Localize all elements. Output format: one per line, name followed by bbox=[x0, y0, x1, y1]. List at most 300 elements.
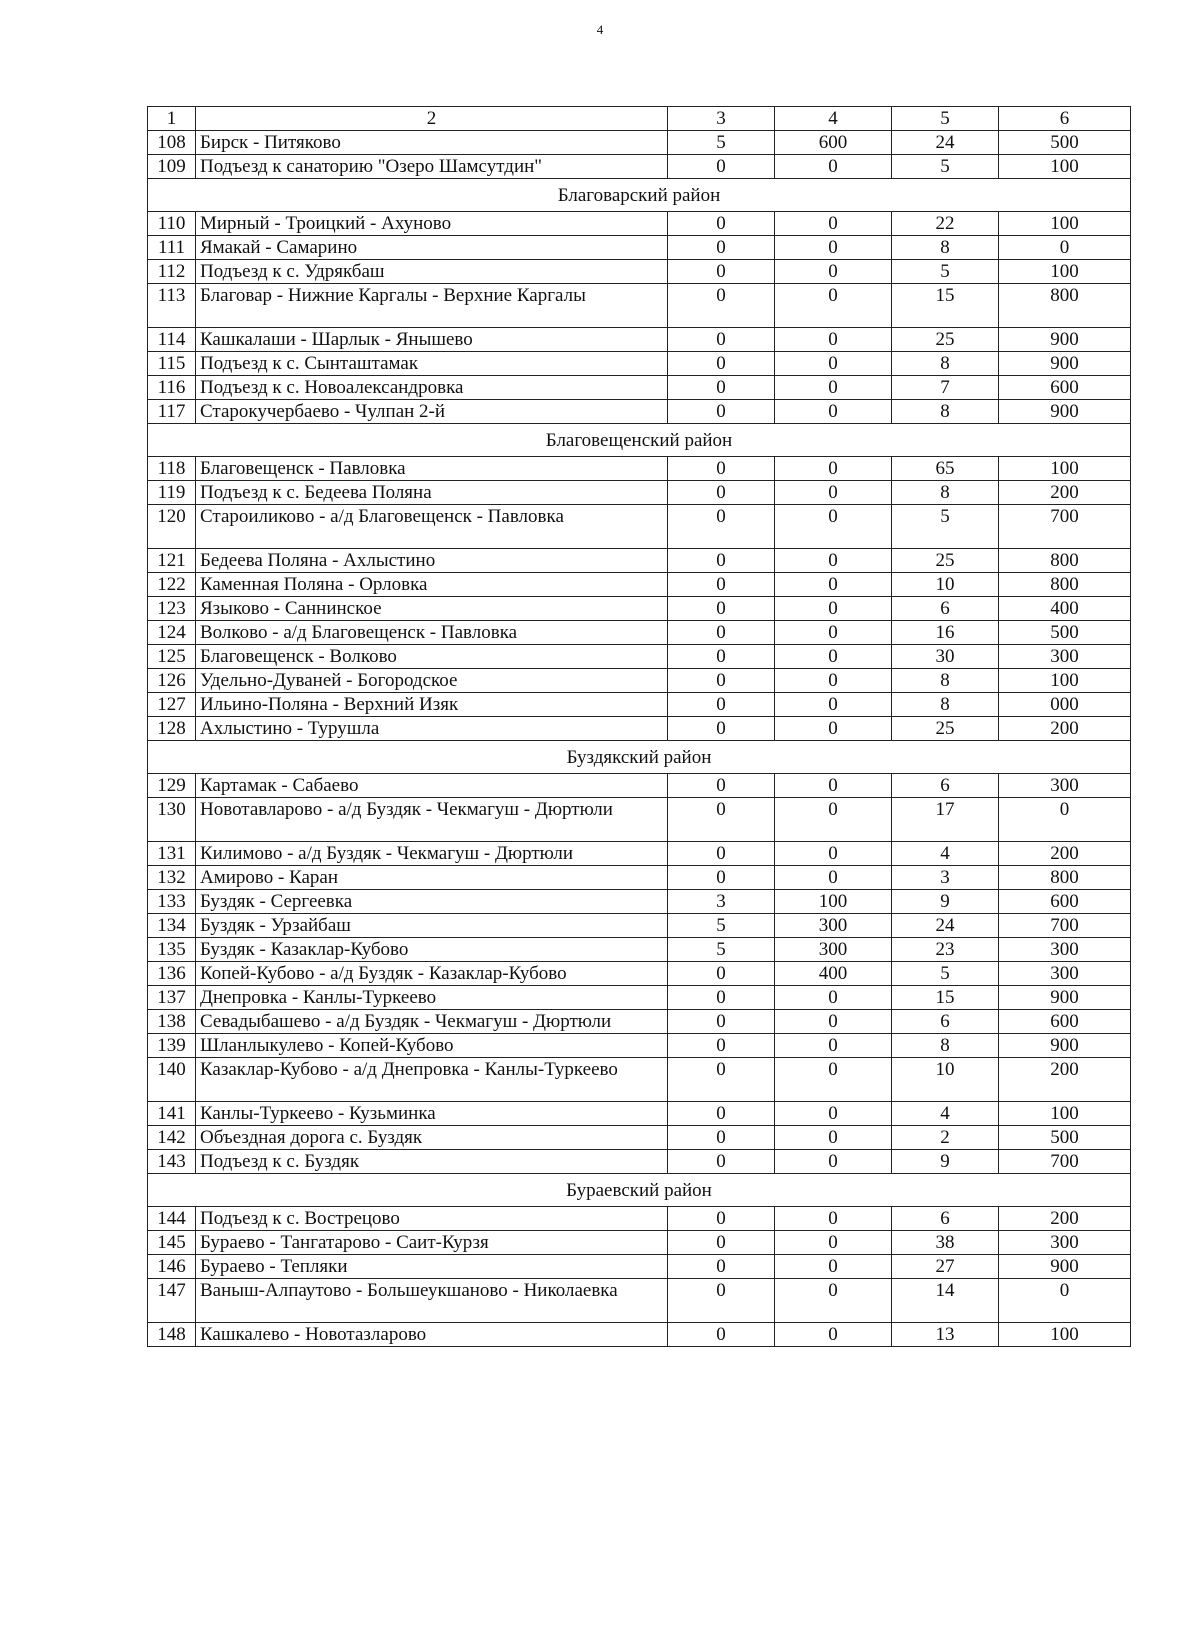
value-cell: 0 bbox=[668, 842, 775, 866]
header-cell: 2 bbox=[196, 107, 668, 131]
table-row bbox=[148, 1034, 1131, 1058]
row-number: 136 bbox=[148, 962, 196, 986]
value-cell: 0 bbox=[668, 621, 775, 645]
value-cell: 4 bbox=[892, 1102, 999, 1126]
value-cell: 800 bbox=[999, 866, 1131, 890]
value-cell: 300 bbox=[999, 962, 1131, 986]
value-cell: 0 bbox=[668, 1102, 775, 1126]
value-cell: 900 bbox=[999, 400, 1131, 424]
road-name: Ямакай - Самарино bbox=[196, 236, 668, 260]
road-name: Картамак - Сабаево bbox=[196, 774, 668, 798]
row-number: 118 bbox=[148, 457, 196, 481]
value-cell: 100 bbox=[999, 669, 1131, 693]
value-cell: 300 bbox=[999, 645, 1131, 669]
value-cell: 30 bbox=[892, 645, 999, 669]
table-row bbox=[148, 962, 1131, 986]
value-cell: 700 bbox=[999, 914, 1131, 938]
value-cell: 200 bbox=[999, 842, 1131, 866]
value-cell: 5 bbox=[668, 914, 775, 938]
row-number: 116 bbox=[148, 376, 196, 400]
value-cell: 5 bbox=[668, 131, 775, 155]
value-cell: 0 bbox=[775, 1279, 892, 1323]
row-number: 135 bbox=[148, 938, 196, 962]
value-cell: 0 bbox=[775, 352, 892, 376]
row-number: 128 bbox=[148, 717, 196, 741]
road-name: Бураево - Тепляки bbox=[196, 1255, 668, 1279]
row-number: 121 bbox=[148, 549, 196, 573]
row-number: 120 bbox=[148, 505, 196, 549]
table-row bbox=[148, 236, 1131, 260]
value-cell: 6 bbox=[892, 1010, 999, 1034]
value-cell: 8 bbox=[892, 400, 999, 424]
row-number: 113 bbox=[148, 284, 196, 328]
table-row bbox=[148, 1010, 1131, 1034]
road-name: Кашкалаши - Шарлык - Янышево bbox=[196, 328, 668, 352]
road-name: Бедеева Поляна - Ахлыстино bbox=[196, 549, 668, 573]
value-cell: 0 bbox=[775, 400, 892, 424]
value-cell: 0 bbox=[668, 1207, 775, 1231]
value-cell: 8 bbox=[892, 481, 999, 505]
value-cell: 5 bbox=[892, 505, 999, 549]
row-number: 146 bbox=[148, 1255, 196, 1279]
value-cell: 600 bbox=[775, 131, 892, 155]
road-name: Буздяк - Сергеевка bbox=[196, 890, 668, 914]
row-number: 114 bbox=[148, 328, 196, 352]
value-cell: 10 bbox=[892, 1058, 999, 1102]
value-cell: 0 bbox=[775, 774, 892, 798]
road-name: Севадыбашево - а/д Буздяк - Чекмагуш - Дюртюли bbox=[196, 1010, 668, 1034]
table-row bbox=[148, 131, 1131, 155]
table-row bbox=[148, 798, 1131, 842]
road-name: Кашкалево - Новотазларово bbox=[196, 1323, 668, 1347]
value-cell: 700 bbox=[999, 1150, 1131, 1174]
value-cell: 900 bbox=[999, 352, 1131, 376]
road-name: Ваныш-Алпаутово - Большеукшаново - Николаевка bbox=[196, 1279, 668, 1323]
value-cell: 2 bbox=[892, 1126, 999, 1150]
row-number: 134 bbox=[148, 914, 196, 938]
value-cell: 8 bbox=[892, 669, 999, 693]
value-cell: 200 bbox=[999, 1058, 1131, 1102]
value-cell: 0 bbox=[775, 1034, 892, 1058]
value-cell: 14 bbox=[892, 1279, 999, 1323]
road-name: Каменная Поляна - Орловка bbox=[196, 573, 668, 597]
district-name: Бураевский район bbox=[148, 1174, 1131, 1207]
value-cell: 65 bbox=[892, 457, 999, 481]
value-cell: 0 bbox=[668, 505, 775, 549]
page-number: 4 bbox=[596, 22, 604, 37]
table-row bbox=[148, 938, 1131, 962]
value-cell: 15 bbox=[892, 986, 999, 1010]
value-cell: 0 bbox=[668, 400, 775, 424]
value-cell: 900 bbox=[999, 328, 1131, 352]
table-row bbox=[148, 1126, 1131, 1150]
value-cell: 0 bbox=[668, 962, 775, 986]
road-name: Подъезд к с. Сынташтамак bbox=[196, 352, 668, 376]
value-cell: 3 bbox=[892, 866, 999, 890]
table-row bbox=[148, 1102, 1131, 1126]
table-row bbox=[148, 260, 1131, 284]
table-row bbox=[148, 212, 1131, 236]
value-cell: 0 bbox=[668, 1323, 775, 1347]
value-cell: 3 bbox=[668, 890, 775, 914]
value-cell: 8 bbox=[892, 693, 999, 717]
table-row bbox=[148, 986, 1131, 1010]
road-name: Ильино-Поляна - Верхний Изяк bbox=[196, 693, 668, 717]
value-cell: 0 bbox=[775, 1058, 892, 1102]
row-number: 122 bbox=[148, 573, 196, 597]
value-cell: 0 bbox=[668, 481, 775, 505]
value-cell: 6 bbox=[892, 1207, 999, 1231]
header-cell: 3 bbox=[668, 107, 775, 131]
value-cell: 24 bbox=[892, 914, 999, 938]
value-cell: 0 bbox=[775, 1102, 892, 1126]
road-name: Буздяк - Казаклар-Кубово bbox=[196, 938, 668, 962]
value-cell: 0 bbox=[775, 155, 892, 179]
road-name: Объездная дорога с. Буздяк bbox=[196, 1126, 668, 1150]
table-row bbox=[148, 328, 1131, 352]
value-cell: 0 bbox=[668, 1255, 775, 1279]
table-row bbox=[148, 717, 1131, 741]
road-name: Копей-Кубово - а/д Буздяк - Казаклар-Кубово bbox=[196, 962, 668, 986]
value-cell: 27 bbox=[892, 1255, 999, 1279]
table-row bbox=[148, 505, 1131, 549]
value-cell: 700 bbox=[999, 505, 1131, 549]
value-cell: 23 bbox=[892, 938, 999, 962]
value-cell: 0 bbox=[668, 549, 775, 573]
table-row bbox=[148, 645, 1131, 669]
value-cell: 0 bbox=[775, 260, 892, 284]
table-row bbox=[148, 890, 1131, 914]
value-cell: 4 bbox=[892, 842, 999, 866]
value-cell: 0 bbox=[775, 1010, 892, 1034]
value-cell: 0 bbox=[668, 645, 775, 669]
table-row bbox=[148, 774, 1131, 798]
value-cell: 800 bbox=[999, 573, 1131, 597]
row-number: 139 bbox=[148, 1034, 196, 1058]
row-number: 147 bbox=[148, 1279, 196, 1323]
value-cell: 0 bbox=[668, 1279, 775, 1323]
row-number: 137 bbox=[148, 986, 196, 1010]
road-name: Подъезд к с. Бедеева Поляна bbox=[196, 481, 668, 505]
value-cell: 0 bbox=[775, 842, 892, 866]
value-cell: 100 bbox=[999, 260, 1131, 284]
value-cell: 100 bbox=[999, 1102, 1131, 1126]
road-name: Благовар - Нижние Каргалы - Верхние Каргалы bbox=[196, 284, 668, 328]
value-cell: 0 bbox=[668, 376, 775, 400]
value-cell: 0 bbox=[775, 717, 892, 741]
row-number: 140 bbox=[148, 1058, 196, 1102]
district-name: Буздякский район bbox=[148, 741, 1131, 774]
road-name: Килимово - а/д Буздяк - Чекмагуш - Дюртюли bbox=[196, 842, 668, 866]
value-cell: 25 bbox=[892, 717, 999, 741]
value-cell: 0 bbox=[668, 597, 775, 621]
road-name: Староиликово - а/д Благовещенск - Павловка bbox=[196, 505, 668, 549]
value-cell: 17 bbox=[892, 798, 999, 842]
road-name: Канлы-Туркеево - Кузьминка bbox=[196, 1102, 668, 1126]
value-cell: 16 bbox=[892, 621, 999, 645]
value-cell: 0 bbox=[775, 798, 892, 842]
road-name: Амирово - Каран bbox=[196, 866, 668, 890]
table-row bbox=[148, 1058, 1131, 1102]
row-number: 141 bbox=[148, 1102, 196, 1126]
value-cell: 5 bbox=[892, 962, 999, 986]
value-cell: 0 bbox=[775, 669, 892, 693]
value-cell: 0 bbox=[775, 284, 892, 328]
table-body bbox=[148, 107, 1131, 1347]
value-cell: 0 bbox=[668, 260, 775, 284]
table-row bbox=[148, 1150, 1131, 1174]
row-number: 112 bbox=[148, 260, 196, 284]
value-cell: 0 bbox=[999, 236, 1131, 260]
value-cell: 0 bbox=[775, 1207, 892, 1231]
value-cell: 0 bbox=[775, 481, 892, 505]
value-cell: 400 bbox=[775, 962, 892, 986]
value-cell: 200 bbox=[999, 481, 1131, 505]
table-row bbox=[148, 352, 1131, 376]
district-header-row bbox=[148, 741, 1131, 774]
road-name: Мирный - Троицкий - Ахуново bbox=[196, 212, 668, 236]
road-name: Подъезд к санаторию "Озеро Шамсутдин" bbox=[196, 155, 668, 179]
header-row bbox=[148, 107, 1131, 131]
row-number: 127 bbox=[148, 693, 196, 717]
value-cell: 0 bbox=[668, 155, 775, 179]
value-cell: 0 bbox=[668, 352, 775, 376]
value-cell: 0 bbox=[668, 717, 775, 741]
value-cell: 0 bbox=[668, 457, 775, 481]
row-number: 123 bbox=[148, 597, 196, 621]
value-cell: 7 bbox=[892, 376, 999, 400]
road-name: Языково - Саннинское bbox=[196, 597, 668, 621]
row-number: 130 bbox=[148, 798, 196, 842]
value-cell: 0 bbox=[668, 1058, 775, 1102]
value-cell: 600 bbox=[999, 1010, 1131, 1034]
row-number: 144 bbox=[148, 1207, 196, 1231]
value-cell: 0 bbox=[668, 669, 775, 693]
table-row bbox=[148, 1255, 1131, 1279]
value-cell: 600 bbox=[999, 890, 1131, 914]
row-number: 132 bbox=[148, 866, 196, 890]
table-row bbox=[148, 621, 1131, 645]
row-number: 131 bbox=[148, 842, 196, 866]
value-cell: 300 bbox=[999, 938, 1131, 962]
value-cell: 100 bbox=[999, 1323, 1131, 1347]
value-cell: 800 bbox=[999, 284, 1131, 328]
table-row bbox=[148, 573, 1131, 597]
road-name: Буздяк - Урзайбаш bbox=[196, 914, 668, 938]
road-name: Старокучербаево - Чулпан 2-й bbox=[196, 400, 668, 424]
table-row bbox=[148, 400, 1131, 424]
value-cell: 24 bbox=[892, 131, 999, 155]
district-header-row bbox=[148, 424, 1131, 457]
value-cell: 9 bbox=[892, 890, 999, 914]
row-number: 108 bbox=[148, 131, 196, 155]
value-cell: 0 bbox=[775, 1150, 892, 1174]
value-cell: 0 bbox=[775, 236, 892, 260]
value-cell: 9 bbox=[892, 1150, 999, 1174]
table-row bbox=[148, 457, 1131, 481]
district-header-row bbox=[148, 179, 1131, 212]
district-name: Благовещенский район bbox=[148, 424, 1131, 457]
value-cell: 300 bbox=[775, 938, 892, 962]
value-cell: 0 bbox=[668, 573, 775, 597]
value-cell: 200 bbox=[999, 1207, 1131, 1231]
row-number: 117 bbox=[148, 400, 196, 424]
value-cell: 0 bbox=[999, 1279, 1131, 1323]
value-cell: 0 bbox=[775, 1255, 892, 1279]
table-row bbox=[148, 914, 1131, 938]
road-name: Подъезд к с. Новоалександровка bbox=[196, 376, 668, 400]
value-cell: 8 bbox=[892, 1034, 999, 1058]
district-header-row bbox=[148, 1174, 1131, 1207]
value-cell: 0 bbox=[668, 986, 775, 1010]
road-name: Удельно-Дуваней - Богородское bbox=[196, 669, 668, 693]
table-row bbox=[148, 481, 1131, 505]
value-cell: 0 bbox=[668, 693, 775, 717]
table-row bbox=[148, 376, 1131, 400]
road-name: Подъезд к с. Удрякбаш bbox=[196, 260, 668, 284]
road-name: Бирск - Питяково bbox=[196, 131, 668, 155]
table-row bbox=[148, 597, 1131, 621]
value-cell: 500 bbox=[999, 621, 1131, 645]
value-cell: 0 bbox=[668, 1010, 775, 1034]
road-name: Шланлыкулево - Копей-Кубово bbox=[196, 1034, 668, 1058]
value-cell: 100 bbox=[999, 457, 1131, 481]
value-cell: 22 bbox=[892, 212, 999, 236]
value-cell: 0 bbox=[775, 1323, 892, 1347]
value-cell: 5 bbox=[668, 938, 775, 962]
row-number: 145 bbox=[148, 1231, 196, 1255]
value-cell: 600 bbox=[999, 376, 1131, 400]
table-row bbox=[148, 669, 1131, 693]
value-cell: 25 bbox=[892, 328, 999, 352]
value-cell: 0 bbox=[775, 1231, 892, 1255]
value-cell: 0 bbox=[775, 986, 892, 1010]
header-cell: 4 bbox=[775, 107, 892, 131]
value-cell: 0 bbox=[668, 284, 775, 328]
road-name: Волково - а/д Благовещенск - Павловка bbox=[196, 621, 668, 645]
road-name: Бураево - Тангатарово - Саит-Курзя bbox=[196, 1231, 668, 1255]
value-cell: 15 bbox=[892, 284, 999, 328]
value-cell: 100 bbox=[999, 155, 1131, 179]
value-cell: 0 bbox=[999, 798, 1131, 842]
row-number: 110 bbox=[148, 212, 196, 236]
table-row bbox=[148, 1279, 1131, 1323]
table-row bbox=[148, 693, 1131, 717]
row-number: 124 bbox=[148, 621, 196, 645]
value-cell: 300 bbox=[999, 1231, 1131, 1255]
value-cell: 0 bbox=[668, 328, 775, 352]
value-cell: 6 bbox=[892, 774, 999, 798]
value-cell: 0 bbox=[668, 1126, 775, 1150]
value-cell: 900 bbox=[999, 1034, 1131, 1058]
road-name: Подъезд к с. Буздяк bbox=[196, 1150, 668, 1174]
district-name: Благоварский район bbox=[148, 179, 1131, 212]
value-cell: 100 bbox=[775, 890, 892, 914]
value-cell: 0 bbox=[775, 328, 892, 352]
row-number: 119 bbox=[148, 481, 196, 505]
row-number: 148 bbox=[148, 1323, 196, 1347]
value-cell: 0 bbox=[775, 866, 892, 890]
road-name: Новотавларово - а/д Буздяк - Чекмагуш - Дюртюли bbox=[196, 798, 668, 842]
roads-table bbox=[147, 106, 1131, 1347]
row-number: 111 bbox=[148, 236, 196, 260]
row-number: 109 bbox=[148, 155, 196, 179]
table-row bbox=[148, 866, 1131, 890]
value-cell: 5 bbox=[892, 260, 999, 284]
header-cell: 1 bbox=[148, 107, 196, 131]
value-cell: 8 bbox=[892, 236, 999, 260]
road-name: Благовещенск - Волково bbox=[196, 645, 668, 669]
value-cell: 0 bbox=[775, 376, 892, 400]
value-cell: 0 bbox=[775, 457, 892, 481]
row-number: 125 bbox=[148, 645, 196, 669]
table-row bbox=[148, 1323, 1131, 1347]
value-cell: 0 bbox=[668, 236, 775, 260]
value-cell: 0 bbox=[775, 573, 892, 597]
row-number: 142 bbox=[148, 1126, 196, 1150]
value-cell: 300 bbox=[999, 774, 1131, 798]
value-cell: 900 bbox=[999, 1255, 1131, 1279]
value-cell: 0 bbox=[775, 645, 892, 669]
value-cell: 100 bbox=[999, 212, 1131, 236]
header-cell: 6 bbox=[999, 107, 1131, 131]
value-cell: 25 bbox=[892, 549, 999, 573]
value-cell: 0 bbox=[775, 621, 892, 645]
value-cell: 0 bbox=[668, 798, 775, 842]
road-name: Казаклар-Кубово - а/д Днепровка - Канлы-Туркеево bbox=[196, 1058, 668, 1102]
value-cell: 6 bbox=[892, 597, 999, 621]
header-cell: 5 bbox=[892, 107, 999, 131]
table-row bbox=[148, 155, 1131, 179]
value-cell: 500 bbox=[999, 1126, 1131, 1150]
road-name: Ахлыстино - Турушла bbox=[196, 717, 668, 741]
value-cell: 400 bbox=[999, 597, 1131, 621]
value-cell: 0 bbox=[775, 597, 892, 621]
row-number: 115 bbox=[148, 352, 196, 376]
row-number: 138 bbox=[148, 1010, 196, 1034]
row-number: 129 bbox=[148, 774, 196, 798]
table-row bbox=[148, 1207, 1131, 1231]
table-row bbox=[148, 549, 1131, 573]
value-cell: 500 bbox=[999, 131, 1131, 155]
value-cell: 0 bbox=[775, 212, 892, 236]
value-cell: 0 bbox=[668, 1034, 775, 1058]
value-cell: 0 bbox=[775, 693, 892, 717]
value-cell: 0 bbox=[775, 1126, 892, 1150]
value-cell: 5 bbox=[892, 155, 999, 179]
value-cell: 000 bbox=[999, 693, 1131, 717]
table-row bbox=[148, 842, 1131, 866]
row-number: 126 bbox=[148, 669, 196, 693]
value-cell: 0 bbox=[775, 549, 892, 573]
value-cell: 13 bbox=[892, 1323, 999, 1347]
value-cell: 200 bbox=[999, 717, 1131, 741]
table-row bbox=[148, 1231, 1131, 1255]
value-cell: 0 bbox=[775, 505, 892, 549]
row-number: 133 bbox=[148, 890, 196, 914]
value-cell: 0 bbox=[668, 866, 775, 890]
table-row bbox=[148, 284, 1131, 328]
value-cell: 800 bbox=[999, 549, 1131, 573]
road-name: Подъезд к с. Вострецово bbox=[196, 1207, 668, 1231]
value-cell: 0 bbox=[668, 774, 775, 798]
road-name: Днепровка - Канлы-Туркеево bbox=[196, 986, 668, 1010]
value-cell: 0 bbox=[668, 1231, 775, 1255]
value-cell: 300 bbox=[775, 914, 892, 938]
value-cell: 38 bbox=[892, 1231, 999, 1255]
value-cell: 8 bbox=[892, 352, 999, 376]
value-cell: 10 bbox=[892, 573, 999, 597]
